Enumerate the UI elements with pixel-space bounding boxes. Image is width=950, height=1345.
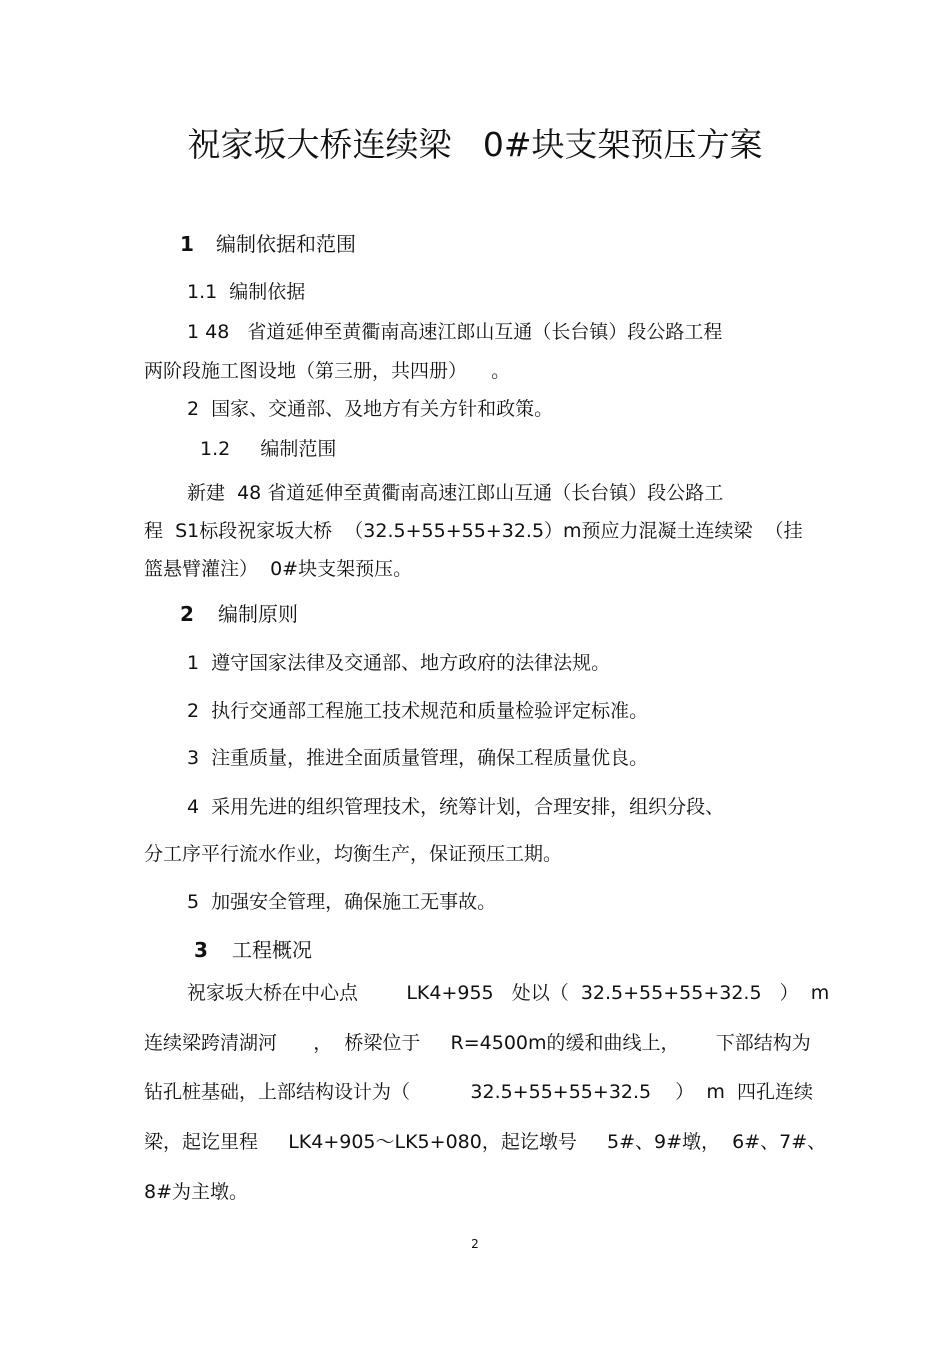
- principle-1: 1 遵守国家法律及交通部、地方政府的法律法规。: [187, 652, 611, 674]
- basis-item-1-line-2: 两阶段施工图设地（第三册，共四册） 。: [144, 360, 511, 382]
- overview-line-1: 祝家坂大桥在中心点 LK4+955 处以（ 32.5+55+55+32.5 ） m: [187, 982, 830, 1004]
- section-title: 编制原则: [218, 602, 298, 626]
- scope-line-1: 新建 48 省道延伸至黄衢南高速江郎山互通（长台镇）段公路工: [187, 482, 724, 504]
- principle-2: 2 执行交通部工程施工技术规范和质量检验评定标准。: [187, 700, 649, 722]
- page-number: 2: [471, 1237, 479, 1251]
- overview-line-3: 钻孔桩基础，上部结构设计为（ 32.5+55+55+32.5 ） m 四孔连续: [144, 1081, 813, 1103]
- principle-4-line-1: 4 采用先进的组织管理技术，统筹计划，合理安排，组织分段、: [187, 796, 725, 818]
- section-title: 编制依据和范围: [216, 232, 356, 256]
- principle-5: 5 加强安全管理，确保施工无事故。: [187, 891, 497, 913]
- scope-line-3: 篮悬臂灌注） 0#块支架预压。: [144, 558, 413, 580]
- overview-line-4: 梁，起讫里程 LK4+905～LK5+080，起讫墩号 5#、9#墩， 6#、7#、: [144, 1131, 827, 1153]
- page-title: 祝家坂大桥连续梁 0#块支架预压方案: [187, 125, 763, 164]
- overview-line-5: 8#为主墩。: [144, 1181, 249, 1203]
- section-number: 3: [194, 938, 208, 962]
- principle-3: 3 注重质量，推进全面质量管理，确保工程质量优良。: [187, 747, 649, 769]
- section-title: 工程概况: [232, 938, 312, 962]
- principle-4-line-2: 分工序平行流水作业，均衡生产，保证预压工期。: [144, 843, 563, 865]
- basis-item-1-line-1: 1 48 省道延伸至黄衢南高速江郎山互通（长台镇）段公路工程: [187, 321, 723, 343]
- subsection-1-1-heading: 1.1 编制依据: [187, 281, 306, 303]
- section-number: 1: [180, 232, 194, 256]
- section-number: 2: [180, 602, 194, 626]
- basis-item-2: 2 国家、交通部、及地方有关方针和政策。: [187, 398, 554, 420]
- overview-line-2: 连续梁跨清湖河 ， 桥梁位于 R=4500m的缓和曲线上， 下部结构为: [144, 1032, 811, 1054]
- subsection-1-2-heading: 1.2 编制范围: [200, 438, 337, 460]
- scope-line-2: 程 S1标段祝家坂大桥 （32.5+55+55+32.5）m预应力混凝土连续梁 （挂: [144, 520, 803, 542]
